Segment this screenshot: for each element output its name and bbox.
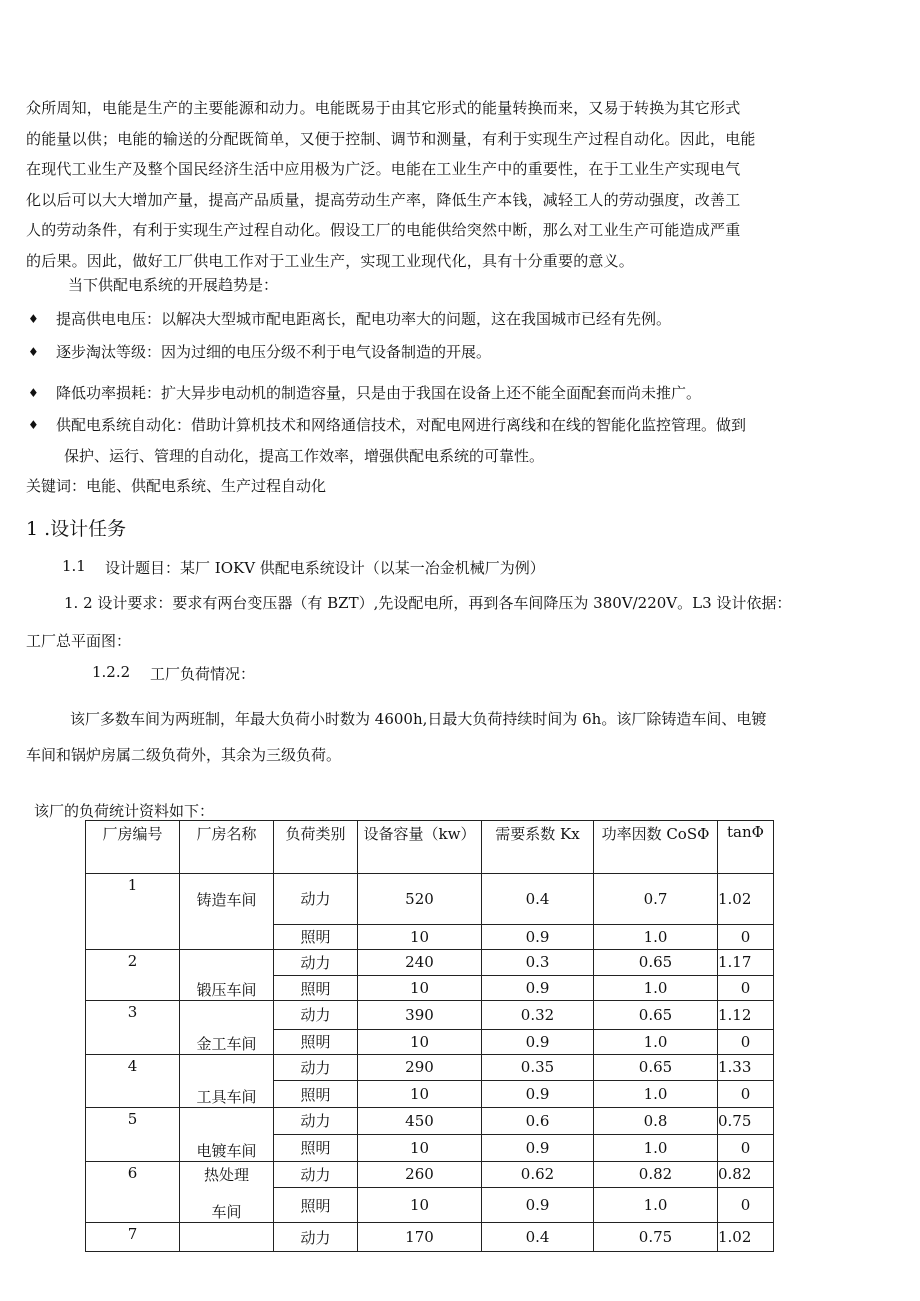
table-cell-no: [86, 976, 180, 1001]
intro-line: 人的劳动条件，有利于实现生产过程自动化。假设工厂的电能供给突然中断，那么对工业生产可能造成严重: [26, 221, 741, 239]
design-requirement: 1. 2 设计要求：要求有两台变压器（有 BZT）,先设配电所，再到各车间降压为 380V/220V。L3 设计依据：: [64, 594, 792, 612]
table-cell-cos: 0.65: [594, 1054, 718, 1081]
table-cell-kx: 0.35: [482, 1054, 594, 1081]
table-row: [86, 976, 774, 1001]
table-cell-name: 工具车间: [180, 1081, 274, 1108]
table-cell-tan: 1.02: [718, 1223, 774, 1252]
table-cell-type: 动力: [274, 1108, 358, 1135]
table-header-cell: 负荷类别: [274, 821, 358, 874]
table-cell-type: 照明: [274, 1081, 358, 1108]
diamond-bullet-icon: ♦: [28, 418, 39, 432]
table-cell-tan: 0: [718, 1029, 774, 1054]
table-cell-cos: 1.0: [594, 1134, 718, 1161]
table-header-cell: 功率因数 CoSΦ: [594, 821, 718, 874]
table-cell-type: 照明: [274, 1134, 358, 1161]
table-cell-cap: 10: [358, 976, 482, 1001]
table-cell-no: 6: [86, 1161, 180, 1188]
table-header-row: [86, 821, 774, 874]
table-cell-kx: 0.62: [482, 1161, 594, 1188]
item-number: 1.2.2: [92, 663, 131, 681]
load-heading: 工厂负荷情况：: [150, 665, 256, 683]
table-cell-cap: 450: [358, 1108, 482, 1135]
item-number: 1.1: [62, 557, 86, 575]
table-cell-no: 7: [86, 1223, 180, 1252]
section-title: 1 .设计任务: [26, 518, 127, 540]
table-header-cell: 厂房编号: [86, 821, 180, 874]
load-paragraph-line: 车间和锅炉房属二级负荷外，其余为三级负荷。: [26, 746, 342, 764]
table-cell-tan: 0: [718, 1188, 774, 1223]
intro-line: 在现代工业生产及整个国民经济生活中应用极为广泛。电能在工业生产中的重要性，在于工业生产实现电气: [26, 160, 741, 178]
table-cell-type: 照明: [274, 976, 358, 1001]
table-row: [86, 924, 774, 949]
table-cell-kx: 0.9: [482, 976, 594, 1001]
table-cell-type: 动力: [274, 1223, 358, 1252]
table-body: [86, 874, 774, 1252]
table-cell-type: 照明: [274, 1188, 358, 1223]
table-cell-name: 铸造车间: [180, 874, 274, 925]
table-cell-kx: 0.4: [482, 1223, 594, 1252]
table-cell-tan: 0.82: [718, 1161, 774, 1188]
table-cell-name: 电镀车间: [180, 1134, 274, 1161]
table-cell-kx: 0.6: [482, 1108, 594, 1135]
table-cell-no: 4: [86, 1054, 180, 1081]
design-topic: 设计题目：某厂 IOKV 供配电系统设计（以某一冶金机械厂为例）: [105, 559, 545, 577]
table-cell-kx: 0.3: [482, 949, 594, 976]
table-cell-cos: 0.82: [594, 1161, 718, 1188]
table-row: [86, 1001, 774, 1030]
table-row: [86, 1223, 774, 1252]
intro-paragraph: [26, 93, 756, 276]
table-row: [86, 949, 774, 976]
table-row: [86, 1134, 774, 1161]
table-cell-cap: 10: [358, 1029, 482, 1054]
table-cell-type: 照明: [274, 924, 358, 949]
table-cell-cos: 0.75: [594, 1223, 718, 1252]
bullet-item: 供配电系统自动化：借助计算机技术和网络通信技术，对配电网进行离线和在线的智能化监控管理。做到: [56, 416, 747, 434]
table-cell-no: 5: [86, 1108, 180, 1135]
table-cell-no: 2: [86, 949, 180, 976]
table-cell-cos: 1.0: [594, 924, 718, 949]
table-cell-no: [86, 1081, 180, 1108]
table-cell-type: 动力: [274, 1161, 358, 1188]
table-cell-no: 3: [86, 1001, 180, 1030]
load-paragraph-line: 该厂多数车间为两班制，年最大负荷小时数为 4600h,日最大负荷持续时间为 6h。该厂除铸造车间、电镀: [70, 710, 767, 728]
table-cell-name: [180, 1054, 274, 1081]
table-cell-no: [86, 1029, 180, 1054]
table-cell-cap: 10: [358, 1188, 482, 1223]
table-cell-name: [180, 1223, 274, 1252]
table-cell-name: [180, 1108, 274, 1135]
table-cell-name: 热处理: [180, 1161, 274, 1188]
table-row: [86, 1081, 774, 1108]
table-cell-cos: 0.7: [594, 874, 718, 925]
intro-line: 众所周知，电能是生产的主要能源和动力。电能既易于由其它形式的能量转换而来，又易于转换为其它形式: [26, 99, 741, 117]
table-cell-tan: 1.02: [718, 874, 774, 925]
table-cell-cap: 390: [358, 1001, 482, 1030]
plan-label: 工厂总平面图：: [26, 632, 132, 650]
table-cell-cap: 10: [358, 1081, 482, 1108]
table-row: [86, 1161, 774, 1188]
table-cell-cap: 520: [358, 874, 482, 925]
table-cell-type: 动力: [274, 1054, 358, 1081]
table-cell-name: 锻压车间: [180, 976, 274, 1001]
table-cell-name: 车间: [180, 1188, 274, 1223]
table-cell-cap: 260: [358, 1161, 482, 1188]
table-cell-cap: 10: [358, 924, 482, 949]
table-header-cell: tanΦ: [718, 821, 774, 874]
table-cell-type: 动力: [274, 1001, 358, 1030]
table-row: [86, 874, 774, 925]
table-cell-kx: 0.9: [482, 1134, 594, 1161]
diamond-bullet-icon: ♦: [28, 312, 39, 326]
table-cell-cap: 240: [358, 949, 482, 976]
table-cell-kx: 0.9: [482, 1081, 594, 1108]
table-cell-kx: 0.9: [482, 924, 594, 949]
table-header-cell: 设备容量（kw）: [358, 821, 482, 874]
table-cell-tan: 1.12: [718, 1001, 774, 1030]
table-row: [86, 1029, 774, 1054]
table-row: [86, 1054, 774, 1081]
table-cell-name: [180, 949, 274, 976]
table-cell-no: 1: [86, 874, 180, 925]
table-cell-name: [180, 924, 274, 949]
table-cell-kx: 0.9: [482, 1188, 594, 1223]
table-cell-type: 动力: [274, 949, 358, 976]
table-cell-tan: 1.33: [718, 1054, 774, 1081]
table-cell-cos: 1.0: [594, 1029, 718, 1054]
table-cell-cos: 1.0: [594, 976, 718, 1001]
table-cell-name: [180, 1001, 274, 1030]
table-cell-cap: 170: [358, 1223, 482, 1252]
table-cell-kx: 0.4: [482, 874, 594, 925]
table-row: [86, 1108, 774, 1135]
diamond-bullet-icon: ♦: [28, 345, 39, 359]
table-cell-no: [86, 1188, 180, 1223]
intro-line: 化以后可以大大增加产量，提高产品质量，提高劳动生产率，降低生产本钱，减轻工人的劳动强度，改善工: [26, 190, 741, 209]
table-cell-type: 照明: [274, 1029, 358, 1054]
table-cell-tan: 0: [718, 976, 774, 1001]
table-cell-cos: 1.0: [594, 1081, 718, 1108]
table-cell-tan: 0: [718, 924, 774, 949]
load-statistics-table: [85, 820, 774, 1252]
table-cell-cap: 10: [358, 1134, 482, 1161]
table-cell-name: 金工车间: [180, 1029, 274, 1054]
table-cell-kx: 0.32: [482, 1001, 594, 1030]
table-cell-cap: 290: [358, 1054, 482, 1081]
table-cell-tan: 0.75: [718, 1108, 774, 1135]
intro-line: 的能量以供；电能的输送的分配既简单，又便于控制、调节和测量，有利于实现生产过程自动化。因此，电能: [26, 129, 756, 148]
table-cell-cos: 1.0: [594, 1188, 718, 1223]
table-header-cell: 需要系数 Kx: [482, 821, 594, 874]
table-row: [86, 1188, 774, 1223]
table-cell-cos: 0.65: [594, 949, 718, 976]
table-cell-no: [86, 924, 180, 949]
bullet-item: 提高供电电压：以解决大型城市配电距离长，配电功率大的问题，这在我国城市已经有先例。: [56, 310, 672, 328]
table-header-cell: 厂房名称: [180, 821, 274, 874]
keywords: 关键词：电能、供配电系统、生产过程自动化: [26, 477, 327, 495]
bullet-item: 降低功率损耗：扩大异步电动机的制造容量，只是由于我国在设备上还不能全面配套而尚未推广。: [56, 384, 702, 402]
table-cell-tan: 0: [718, 1134, 774, 1161]
table-cell-tan: 1.17: [718, 949, 774, 976]
intro-line: 的后果。因此，做好工厂供电工作对于工业生产，实现工业现代化，具有十分重要的意义。: [26, 251, 635, 270]
table-cell-no: [86, 1134, 180, 1161]
table-cell-tan: 0: [718, 1081, 774, 1108]
bullet-item-continuation: 保护、运行、管理的自动化，提高工作效率，增强供配电系统的可靠性。: [64, 447, 545, 465]
table-cell-type: 动力: [274, 874, 358, 925]
table-cell-kx: 0.9: [482, 1029, 594, 1054]
diamond-bullet-icon: ♦: [28, 386, 39, 400]
table-cell-cos: 0.65: [594, 1001, 718, 1030]
trend-heading: 当下供配电系统的开展趋势是：: [68, 276, 279, 294]
table-cell-cos: 0.8: [594, 1108, 718, 1135]
bullet-item: 逐步淘汰等级：因为过细的电压分级不利于电气设备制造的开展。: [56, 343, 492, 361]
table-caption: 该厂的负荷统计资料如下：: [34, 802, 215, 820]
